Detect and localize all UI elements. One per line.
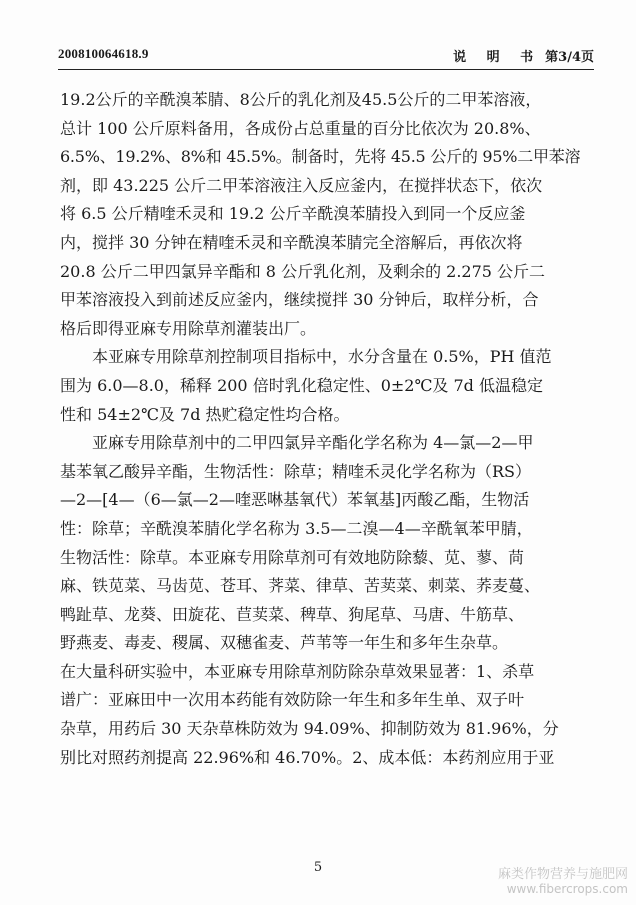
body-line: 围为 6.0—8.0，稀释 200 倍时乳化稳定性、0±2℃及 7d 低温稳定 bbox=[60, 375, 543, 395]
page-label: 第3/4页 bbox=[545, 50, 594, 65]
body-line: —2—[4—（6—氯—2—喹恶啉基氧代）苯氧基]丙酸乙酯，生物活 bbox=[60, 490, 530, 510]
body-line: 总计 100 公斤原料备用，各成份占总重量的百分比依次为 20.8%、 bbox=[60, 118, 541, 138]
header-right bbox=[453, 46, 594, 65]
body-line: 在大量科研实验中，本亚麻专用除草剂防除杂草效果显著：1、杀草 bbox=[60, 661, 535, 681]
body-line: 谱广：亚麻田中一次用本药能有效防除一年生和多年生单、双子叶 bbox=[60, 690, 525, 710]
body-line: 格后即得亚麻专用除草剂灌装出厂。 bbox=[60, 318, 317, 338]
body-line: 19.2公斤的辛酰溴苯腈、8公斤的乳化剂及45.5公斤的二甲苯溶液， bbox=[60, 90, 542, 109]
page-header bbox=[58, 46, 594, 68]
body-line: 本亚麻专用除草剂控制项目指标中，水分含量在 0.5%，PH 值范 bbox=[60, 347, 552, 367]
body-line: 野燕麦、毒麦、稷属、双穗雀麦、芦苇等一年生和多年生杂草。 bbox=[60, 633, 509, 653]
site-watermark bbox=[498, 868, 628, 896]
body-line: 内，搅拌 30 分钟在精喹禾灵和辛酰溴苯腈完全溶解后，再依次将 bbox=[60, 232, 523, 252]
body-line: 20.8 公斤二甲四氯异辛酯和 8 公斤乳化剂，及剩余的 2.275 公斤二 bbox=[60, 261, 546, 281]
body-line: 别比对照药剂提高 22.96%和 46.70%。2、成本低：本药剂应用于亚 bbox=[60, 747, 555, 767]
body-line: 麻、铁苋菜、马齿苋、苍耳、荠菜、律草、苦荬菜、刺菜、荞麦蔓、 bbox=[60, 576, 541, 596]
body-line: 基苯氧乙酸异辛酯，生物活性：除草；精喹禾灵化学名称为（RS） bbox=[60, 461, 532, 481]
body-line: 鸭趾草、龙葵、田旋花、苣荬菜、稗草、狗尾草、马唐、牛筋草、 bbox=[60, 604, 525, 624]
page-number: 5 bbox=[313, 860, 323, 875]
body-text bbox=[60, 86, 580, 772]
body-line: 甲苯溶液投入到前述反应釜内，继续搅拌 30 分钟后，取样分析，合 bbox=[60, 290, 539, 310]
body-line: 剂，即 43.225 公斤二甲苯溶液注入反应釜内，在搅拌状态下，依次 bbox=[60, 175, 543, 195]
body-line: 性：除草；辛酰溴苯腈化学名称为 3.5—二溴—4—辛酰氧苯甲腈， bbox=[60, 518, 533, 538]
watermark-url: www.fibercrops.com bbox=[506, 882, 628, 896]
watermark-text: 麻类作物营养与施肥网 bbox=[497, 867, 628, 882]
body-line: 性和 54±2℃及 7d 热贮稳定性均合格。 bbox=[60, 404, 350, 424]
section-label: 说 明 书 bbox=[453, 50, 542, 65]
body-line: 将 6.5 公斤精喹禾灵和 19.2 公斤辛酰溴苯腈投入到同一个反应釜 bbox=[60, 204, 526, 224]
body-line: 亚麻专用除草剂中的二甲四氯异辛酯化学名称为 4—氯—2—甲 bbox=[60, 433, 534, 453]
body-line: 生物活性：除草。本亚麻专用除草剂可有效地防除藜、苋、蓼、苘 bbox=[60, 547, 525, 567]
body-line: 杂草，用药后 30 天杂草株防效为 94.09%、抑制防效为 81.96%，分 bbox=[60, 719, 559, 739]
header-divider bbox=[58, 69, 594, 70]
body-line: 6.5%、19.2%、8%和 45.5%。制备时，先将 45.5 公斤的 95%二甲苯溶 bbox=[60, 147, 581, 167]
patent-application-number: 200810064618.9 bbox=[58, 46, 149, 61]
